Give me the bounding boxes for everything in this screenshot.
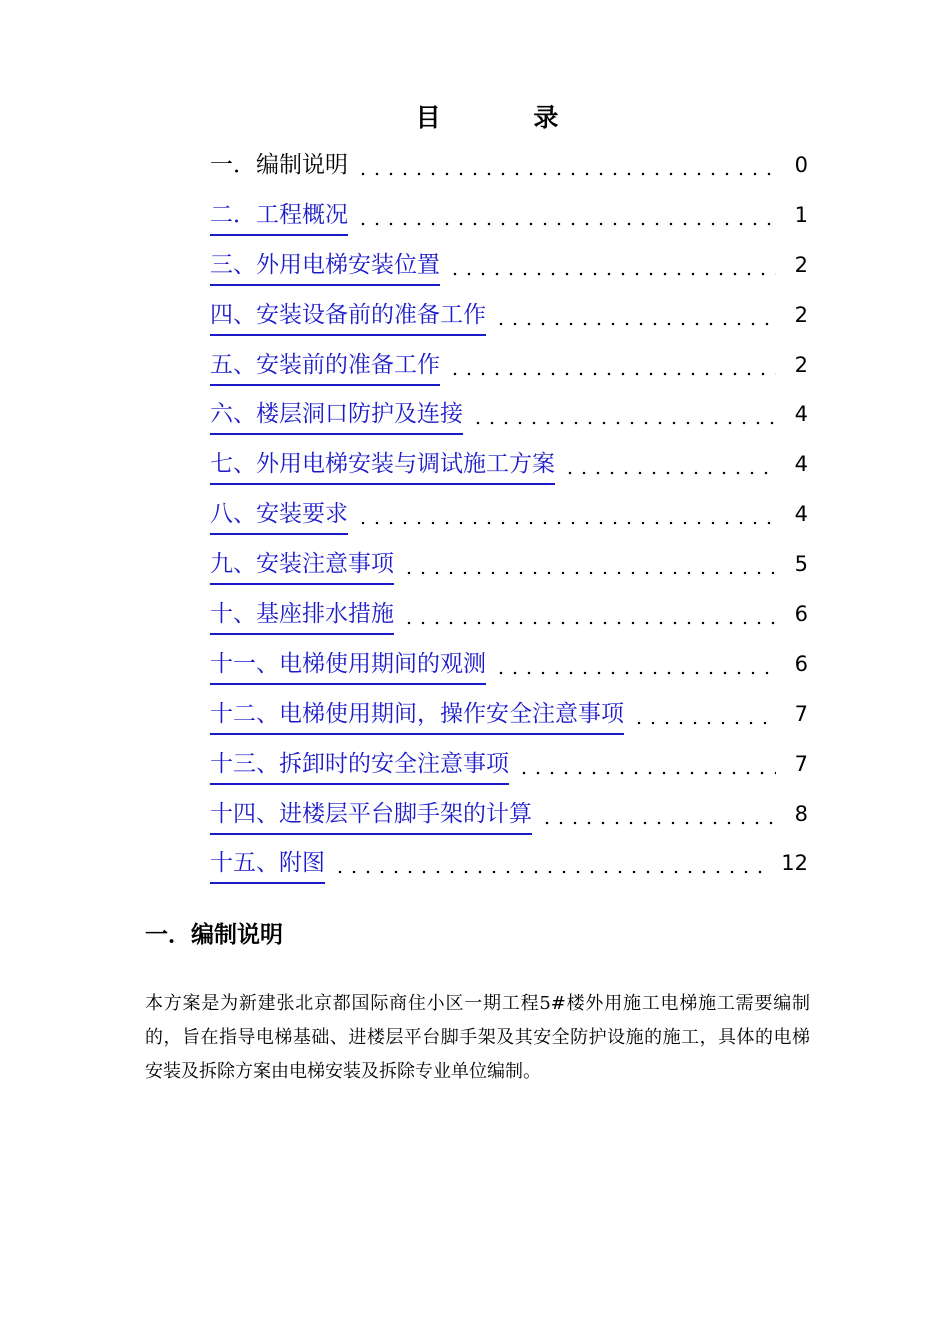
toc-entry-link[interactable]: 十三、拆卸时的安全注意事项: [210, 747, 509, 785]
toc-dot-leader: [517, 747, 776, 781]
toc-dot-leader: [333, 846, 769, 880]
toc-entry[interactable]: [210, 597, 808, 647]
toc-dot-leader: [356, 198, 776, 232]
toc-entry-link[interactable]: 十、基座排水措施: [210, 597, 394, 635]
toc-entry[interactable]: [210, 747, 808, 797]
toc-entry[interactable]: [210, 797, 808, 847]
toc-dot-leader: [494, 298, 776, 332]
toc-dot-leader: [540, 797, 776, 831]
toc-entry-link[interactable]: 九、安装注意事项: [210, 547, 394, 585]
toc-dot-leader: [563, 447, 776, 481]
toc-dot-leader: [448, 348, 776, 382]
toc-entry-link[interactable]: 十四、进楼层平台脚手架的计算: [210, 797, 532, 835]
toc-entry-link[interactable]: 一．编制说明: [210, 152, 348, 178]
toc-dot-leader: [402, 547, 776, 581]
toc-dot-leader: [356, 497, 776, 531]
toc-page-number: 8: [794, 801, 808, 826]
toc-entry-link[interactable]: 四、安装设备前的准备工作: [210, 298, 486, 336]
section-heading: 一．编制说明: [145, 922, 283, 948]
toc-entry[interactable]: [210, 348, 808, 398]
toc-page-number: 7: [794, 701, 808, 726]
toc-title: 目 录: [415, 103, 601, 132]
toc-entry-link[interactable]: 七、外用电梯安装与调试施工方案: [210, 447, 555, 485]
toc-page-number: 6: [794, 602, 808, 627]
toc-dot-leader: [494, 647, 776, 681]
toc-page-number: 6: [794, 651, 808, 676]
toc-page-number: 1: [794, 202, 808, 227]
toc-entry[interactable]: [210, 697, 808, 747]
toc-entry[interactable]: [210, 497, 808, 547]
toc-entry-link[interactable]: 十二、电梯使用期间，操作安全注意事项: [210, 697, 624, 735]
toc-entry[interactable]: [210, 447, 808, 497]
toc-entry[interactable]: [210, 647, 808, 697]
toc-dot-leader: [402, 597, 776, 631]
toc-page-number: 2: [794, 352, 808, 377]
toc-entry[interactable]: [210, 547, 808, 597]
toc-entry[interactable]: [210, 298, 808, 348]
toc-page-number: 4: [794, 502, 808, 527]
toc-entry[interactable]: [210, 397, 808, 447]
toc-page-number: 5: [794, 552, 808, 577]
toc-dot-leader: [471, 397, 776, 431]
toc-entry-link[interactable]: 三、外用电梯安装位置: [210, 248, 440, 286]
toc-entry[interactable]: [210, 198, 808, 248]
toc-entry[interactable]: [210, 846, 808, 896]
toc-entry[interactable]: [210, 148, 808, 198]
toc-entry-link[interactable]: 八、安装要求: [210, 497, 348, 535]
toc-entry-link[interactable]: 十一、电梯使用期间的观测: [210, 647, 486, 685]
toc-page-number: 2: [794, 252, 808, 277]
toc-page-number: 0: [794, 153, 808, 177]
toc-page-number: 2: [794, 302, 808, 327]
toc-page-number: 4: [794, 452, 808, 477]
toc-page-number: 4: [794, 402, 808, 427]
toc-dot-leader: [448, 248, 776, 282]
toc-dot-leader: [632, 697, 776, 731]
toc-entry-link[interactable]: 十五、附图: [210, 846, 325, 884]
toc-page-number: 12: [781, 851, 808, 876]
section-paragraph: 本方案是为新建张北京都国际商住小区一期工程5#楼外用施工电梯施工需要编制的，旨在指导电梯基础、进楼层平台脚手架及其安全防护设施的施工，具体的电梯安装及拆除方案由电梯安装及拆除专业单位编制。: [145, 993, 810, 1082]
toc-entry-link[interactable]: 二．工程概况: [210, 198, 348, 236]
toc-entry-link[interactable]: 六、楼层洞口防护及连接: [210, 397, 463, 435]
toc-dot-leader: [356, 148, 776, 182]
table-of-contents: [210, 148, 808, 896]
toc-page-number: 7: [794, 751, 808, 776]
toc-entry[interactable]: [210, 248, 808, 298]
toc-entry-link[interactable]: 五、安装前的准备工作: [210, 348, 440, 386]
